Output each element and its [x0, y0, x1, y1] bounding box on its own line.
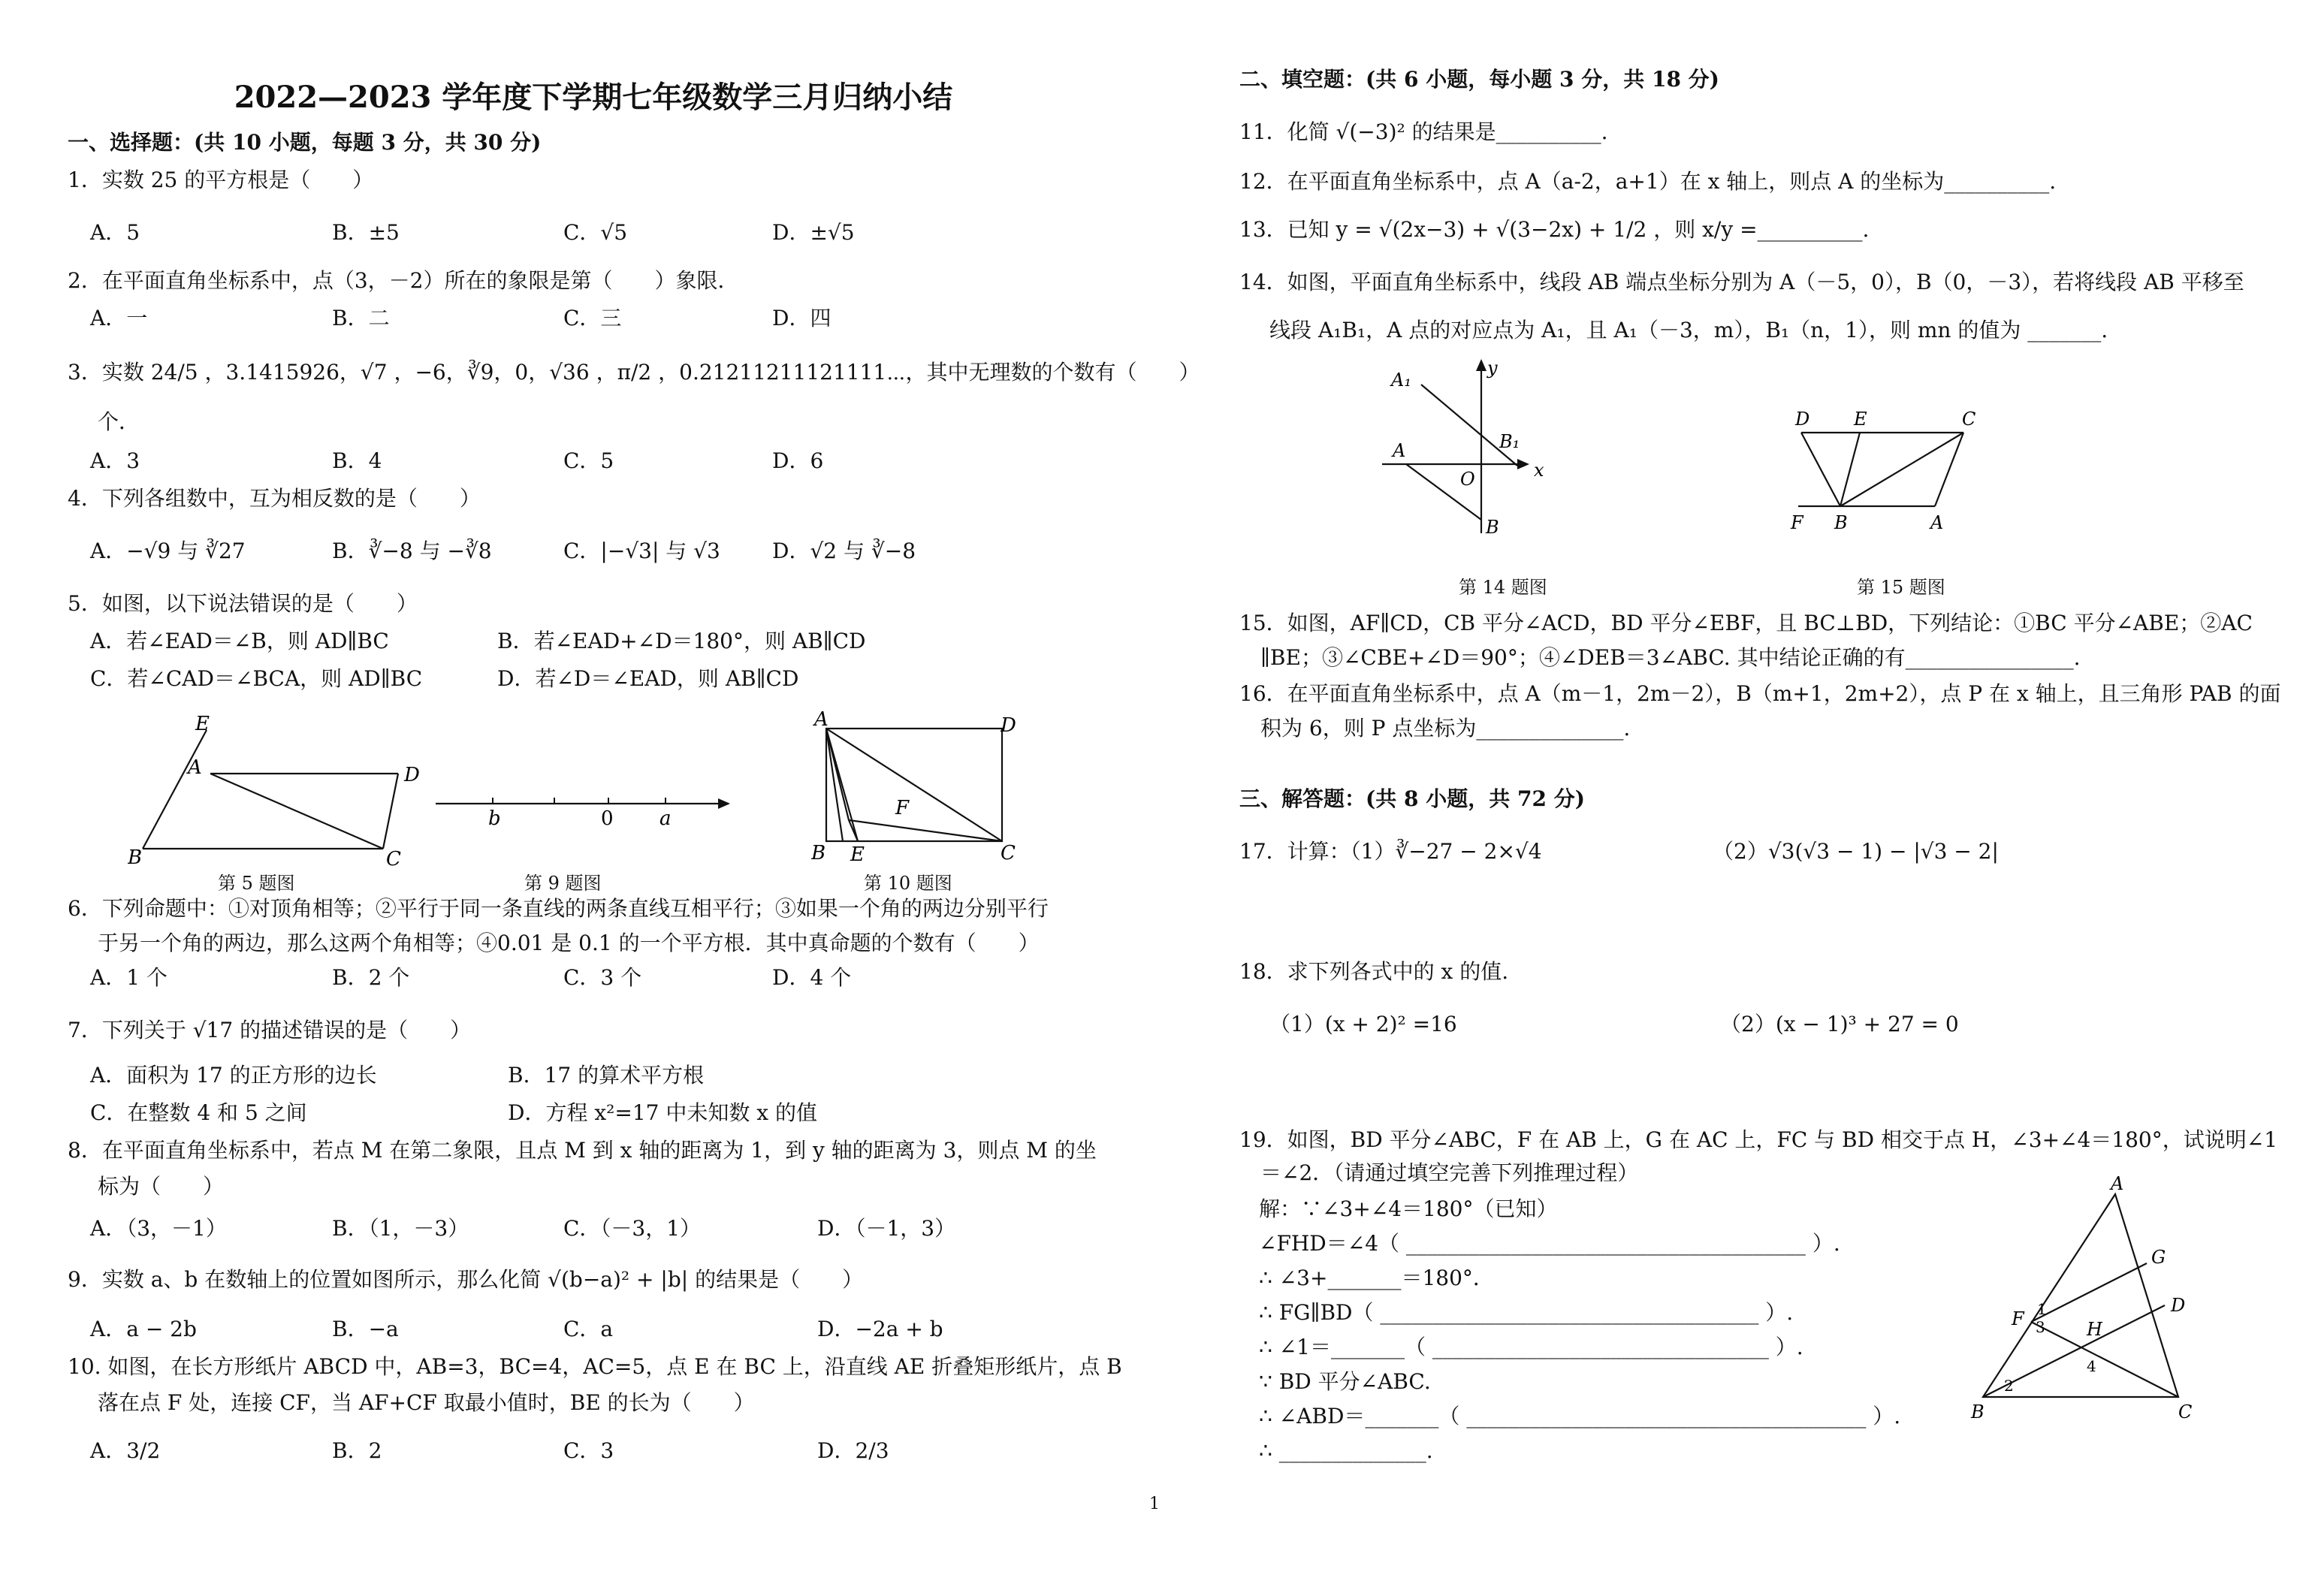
q9-option-c: C．a	[563, 1317, 614, 1341]
q16-line2: 积为 6，则 P 点坐标为______________.	[1260, 716, 1631, 741]
q17-part2: （2）√3(√3 − 1) − |√3 − 2|	[1713, 839, 1999, 864]
fig5-label-c: C	[386, 848, 401, 870]
q18-part2: （2）(x − 1)³ + 27 = 0	[1720, 1012, 1959, 1036]
page-title: 2022—2023 学年度下学期七年级数学三月归纳小结	[234, 80, 953, 115]
fig10-caption: 第 10 题图	[864, 873, 952, 894]
q1-option-a: A．5	[90, 220, 140, 245]
q7-option-c: C．在整数 4 和 5 之间	[90, 1100, 307, 1125]
q10-option-c: C．3	[563, 1438, 614, 1463]
fig15-caption: 第 15 题图	[1857, 577, 1945, 598]
q10-stem: 10. 如图，在长方形纸片 ABCD 中，AB=3，BC=4，AC=5，点 E 在 BC 上，沿直线 AE 折叠矩形纸片，点 B	[68, 1354, 1122, 1379]
figure-5	[128, 714, 443, 871]
fig10-label-c: C	[1001, 842, 1016, 864]
q3-option-a: A．3	[90, 448, 140, 473]
q8-stem-cont: 标为（ ）	[98, 1174, 225, 1199]
q8-option-d: D．（－1，3）	[817, 1216, 956, 1241]
q18-part1: （1）(x + 2)² =16	[1269, 1012, 1457, 1036]
fig19-label-h: H	[2087, 1319, 2102, 1340]
fig5-label-d: D	[404, 764, 420, 786]
q3-option-c: C．5	[563, 448, 614, 473]
fig14-label-o: O	[1460, 469, 1475, 490]
fig14-label-a: A	[1393, 440, 1406, 461]
q19-step1: 解：∵∠3+∠4＝180°（已知）	[1259, 1196, 1558, 1221]
fig9-caption: 第 9 题图	[524, 873, 602, 894]
q9-stem: 9．实数 a、b 在数轴上的位置如图所示，那么化简 √(b−a)² + |b| 的结果是（ ）	[68, 1267, 864, 1292]
fig14-label-x: x	[1534, 460, 1544, 481]
q1-option-d: D．±√5	[772, 220, 855, 245]
q5-option-c: C．若∠CAD＝∠BCA，则 AD∥BC	[90, 666, 423, 691]
q15-line1: 15．如图，AF∥CD，CB 平分∠ACD，BD 平分∠EBF，且 BC⊥BD，下列结论：①BC 平分∠ABE；②AC	[1239, 611, 2253, 635]
q7-option-b: B．17 的算术平方根	[508, 1063, 705, 1088]
fig15-label-d: D	[1795, 409, 1810, 430]
q19-line2: ＝∠2．（请通过填空完善下列推理过程）	[1260, 1160, 1639, 1185]
fig10-label-a: A	[814, 709, 829, 731]
fig14-label-a1: A₁	[1391, 370, 1411, 391]
fig19-label-c: C	[2178, 1401, 2193, 1423]
q4-option-a: A．−√9 与 ∛27	[90, 539, 246, 563]
q19-step5: ∴ ∠1＝_______（ ________________________________ ）.	[1259, 1335, 1803, 1359]
q8-option-c: C．（－3，1）	[563, 1216, 702, 1241]
q2-option-a: A．一	[90, 306, 148, 330]
q15-line2: ∥BE；③∠CBE+∠D＝90°；④∠DEB＝3∠ABC. 其中结论正确的有________________.	[1260, 645, 2081, 670]
q8-option-b: B．（1，－3）	[332, 1216, 469, 1241]
q19-step7: ∴ ∠ABD＝_______（ ______________________________________ ）.	[1259, 1404, 1901, 1429]
q3-stem-cont: 个．	[98, 409, 140, 434]
page-number: 1	[1149, 1495, 1160, 1513]
fig15-label-e: E	[1854, 409, 1867, 430]
q13: 13．已知 y = √(2x−3) + √(3−2x) + 1/2 ，则 x/y =__________.	[1239, 217, 1870, 242]
q1-option-c: C．√5	[563, 220, 628, 245]
fig19-label-g: G	[2151, 1247, 2166, 1268]
fig9-label-zero: 0	[601, 807, 614, 830]
fig5-label-a: A	[188, 756, 202, 779]
q9-option-d: D．−2a + b	[817, 1317, 943, 1341]
q2-option-c: C．三	[563, 306, 622, 330]
q5-option-b: B．若∠EAD+∠D＝180°，则 AB∥CD	[497, 629, 866, 653]
q19-step6: ∵ BD 平分∠ABC.	[1259, 1369, 1431, 1394]
q16-line1: 16．在平面直角坐标系中，点 A（m－1，2m－2），B（m+1，2m+2），点 P 在 x 轴上，且三角形 PAB 的面	[1239, 681, 2281, 706]
fig5-label-b: B	[128, 846, 143, 869]
q4-option-c: C．|−√3| 与 √3	[563, 539, 720, 563]
fig10-label-f: F	[895, 797, 910, 819]
q17-part1: 17．计算：（1）∛−27 − 2×√4	[1239, 839, 1542, 864]
fig5-caption: 第 5 题图	[218, 873, 295, 894]
q12: 12．在平面直角坐标系中，点 A（a-2，a+1）在 x 轴上，则点 A 的坐标为__________.	[1239, 169, 2057, 194]
fig19-label-b: B	[1971, 1401, 1985, 1423]
q4-option-d: D．√2 与 ∛−8	[772, 539, 916, 563]
fig14-caption: 第 14 题图	[1459, 577, 1547, 598]
fig19-label-d: D	[2171, 1295, 2186, 1316]
q14-line1: 14．如图，平面直角坐标系中，线段 AB 端点坐标分别为 A（－5，0），B（0，－3），若将线段 AB 平移至	[1239, 270, 2244, 294]
q9-option-a: A．a − 2b	[90, 1317, 197, 1341]
fig19-label-3: 3	[2036, 1318, 2045, 1336]
fig19-label-a: A	[2111, 1173, 2124, 1194]
q5-stem: 5．如图，以下说法错误的是（ ）	[68, 591, 418, 616]
q6-option-b: B．2 个	[332, 965, 410, 990]
q1-stem: 1．实数 25 的平方根是（ ）	[68, 167, 374, 192]
q4-stem: 4．下列各组数中，互为相反数的是（ ）	[68, 486, 481, 511]
q6-option-a: A．1 个	[90, 965, 168, 990]
q11: 11．化简 √(−3)² 的结果是__________.	[1239, 119, 1608, 144]
fig5-label-e: E	[195, 714, 210, 735]
figure-14	[1375, 353, 1570, 541]
fig10-label-d: D	[1001, 714, 1016, 737]
q10-option-d: D．2/3	[817, 1438, 889, 1463]
q2-option-b: B．二	[332, 306, 390, 330]
q6-stem: 6．下列命题中：①对顶角相等；②平行于同一条直线的两条直线互相平行；③如果一个角的两边分别平行	[68, 896, 1049, 921]
q19-step2: ∠FHD＝∠4（ ______________________________________ ）.	[1259, 1231, 1840, 1256]
q1-option-b: B．±5	[332, 220, 400, 245]
fig15-label-c: C	[1962, 409, 1976, 430]
q6-stem-cont: 于另一个角的两边，那么这两个角相等；④0.01 是 0.1 的一个平方根．其中真命题的个数有（ ）	[98, 931, 1040, 955]
q3-option-b: B．4	[332, 448, 382, 473]
q5-option-a: A．若∠EAD＝∠B，则 AD∥BC	[90, 629, 389, 653]
q18-stem: 18．求下列各式中的 x 的值.	[1239, 959, 1509, 984]
q3-option-d: D．6	[772, 448, 824, 473]
fig10-label-b: B	[811, 842, 826, 864]
q7-stem: 7．下列关于 √17 的描述错误的是（ ）	[68, 1018, 472, 1042]
fig19-label-2: 2	[2004, 1377, 2014, 1395]
q6-option-d: D．4 个	[772, 965, 852, 990]
q10-option-b: B．2	[332, 1438, 382, 1463]
q2-stem: 2．在平面直角坐标系中，点（3，－2）所在的象限是第（ ）象限．	[68, 268, 739, 293]
fig9-label-b: b	[488, 807, 501, 830]
fig19-label-f: F	[2012, 1308, 2024, 1329]
fig14-label-b1: B₁	[1499, 431, 1520, 452]
q10-stem-cont: 落在点 F 处，连接 CF，当 AF+CF 取最小值时，BE 的长为（ ）	[98, 1390, 755, 1415]
q6-option-c: C．3 个	[563, 965, 642, 990]
figure-15	[1788, 406, 2013, 533]
fig9-label-a: a	[660, 807, 672, 830]
q2-option-d: D．四	[772, 306, 832, 330]
q14-line2: 线段 A₁B₁，A 点的对应点为 A₁，且 A₁（－3，m），B₁（n，1），则 mn 的值为 _______.	[1269, 318, 2108, 342]
fig19-label-4: 4	[2087, 1357, 2096, 1375]
fig14-label-y: y	[1487, 358, 1498, 379]
figure-19	[1960, 1172, 2261, 1442]
fig14-label-b: B	[1486, 517, 1499, 538]
fig10-label-e: E	[850, 843, 865, 866]
fig15-label-b: B	[1834, 512, 1848, 533]
fig19-label-1: 1	[2037, 1300, 2047, 1318]
q4-option-b: B．∛−8 与 −∛8	[332, 539, 492, 563]
q19-line1: 19．如图，BD 平分∠ABC，F 在 AB 上，G 在 AC 上，FC 与 BD 相交于点 H，∠3+∠4＝180°，试说明∠1	[1239, 1127, 2278, 1152]
fig15-label-a: A	[1930, 512, 1944, 533]
q8-stem: 8．在平面直角坐标系中，若点 M 在第二象限，且点 M 到 x 轴的距离为 1，到 y 轴的距离为 3，则点 M 的坐	[68, 1138, 1097, 1163]
figure-9	[428, 781, 759, 849]
q9-option-b: B．−a	[332, 1317, 399, 1341]
section-choice-heading: 一、选择题：(共 10 小题，每题 3 分，共 30 分)	[68, 130, 542, 155]
q7-option-d: D．方程 x²=17 中未知数 x 的值	[508, 1100, 817, 1125]
q19-step3: ∴ ∠3+_______＝180°．	[1259, 1266, 1494, 1290]
q19-step8: ∴ ______________.	[1259, 1438, 1433, 1463]
q3-stem: 3．实数 24/5 ，3.1415926，√7 ，−6，∛9，0，√36 ，π/2 ，0.21211211121111⋯，其中无理数的个数有（ ）	[68, 360, 1200, 385]
q8-option-a: A．（3，－1）	[90, 1216, 227, 1241]
q19-step4: ∴ FG∥BD（ ____________________________________ ）.	[1259, 1300, 1794, 1325]
figure-10	[811, 709, 1022, 867]
section-fill-heading: 二、填空题：(共 6 小题，每小题 3 分，共 18 分)	[1239, 67, 1719, 92]
q10-option-a: A．3/2	[90, 1438, 161, 1463]
fig15-label-f: F	[1791, 512, 1803, 533]
section-answer-heading: 三、解答题：(共 8 小题，共 72 分)	[1239, 786, 1585, 811]
q7-option-a: A．面积为 17 的正方形的边长	[90, 1063, 377, 1088]
q5-option-d: D．若∠D＝∠EAD，则 AB∥CD	[497, 666, 799, 691]
